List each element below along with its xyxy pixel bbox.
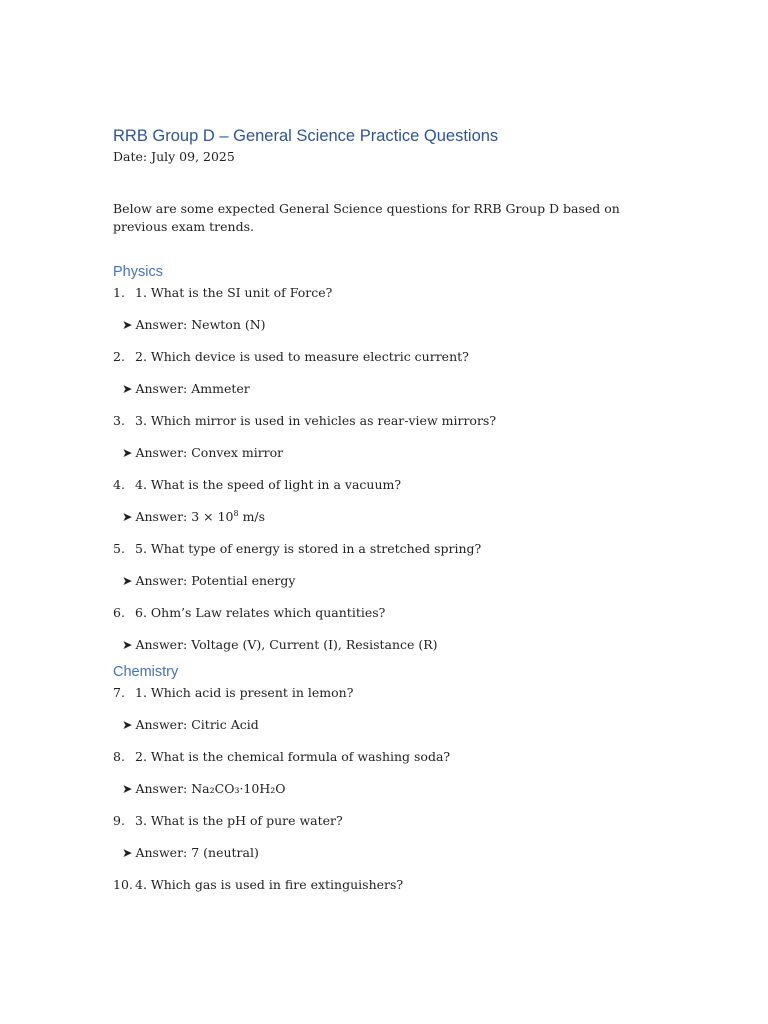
answer-item — [113, 844, 653, 862]
answer-exponent: 8 — [233, 509, 239, 518]
answer-item — [113, 636, 653, 654]
question-item — [113, 540, 653, 558]
arrow-icon: ➤ — [122, 717, 133, 732]
arrow-icon: ➤ — [122, 317, 133, 332]
list-number: 4. — [113, 477, 125, 492]
answer-item — [113, 716, 653, 734]
answer-text-suffix: m/s — [238, 509, 266, 524]
answer-item — [113, 380, 653, 398]
section-heading-physics: Physics — [113, 264, 163, 280]
question-text: 4. Which gas is used in fire extinguishers? — [135, 877, 404, 892]
list-number: 7. — [113, 685, 125, 700]
answer-item — [113, 508, 653, 526]
question-text: 5. What type of energy is stored in a stretched spring? — [135, 541, 482, 556]
list-number: 3. — [113, 413, 125, 428]
answer-item — [113, 780, 653, 798]
arrow-icon: ➤ — [122, 845, 133, 860]
list-number: 6. — [113, 605, 125, 620]
question-text: 3. Which mirror is used in vehicles as rear-view mirrors? — [135, 413, 497, 428]
question-text: 6. Ohm’s Law relates which quantities? — [135, 605, 386, 620]
document-title: RRB Group D – General Science Practice Questions — [113, 127, 499, 145]
answer-text: Answer: 7 (neutral) — [135, 845, 259, 860]
answer-item — [113, 316, 653, 334]
question-text: 1. What is the SI unit of Force? — [135, 285, 333, 300]
document-date: Date: July 09, 2025 — [113, 149, 235, 164]
arrow-icon: ➤ — [122, 781, 133, 796]
question-text: 4. What is the speed of light in a vacuum? — [135, 477, 402, 492]
question-item — [113, 412, 653, 430]
question-item — [113, 348, 653, 366]
answer-text-prefix: Answer: 3 × 10 — [135, 509, 234, 524]
question-item — [113, 604, 653, 622]
answer-text: Answer: Ammeter — [135, 381, 250, 396]
list-number: 10. — [113, 877, 133, 892]
arrow-icon: ➤ — [122, 573, 133, 588]
answer-text: Answer: Citric Acid — [135, 717, 259, 732]
section-heading-chemistry: Chemistry — [113, 664, 179, 680]
list-number: 9. — [113, 813, 125, 828]
answer-text: Answer: Potential energy — [135, 573, 296, 588]
arrow-icon: ➤ — [122, 509, 133, 524]
question-text: 1. Which acid is present in lemon? — [135, 685, 354, 700]
arrow-icon: ➤ — [122, 381, 133, 396]
answer-text: Answer: Na₂CO₃·10H₂O — [135, 781, 286, 796]
question-item — [113, 284, 653, 302]
arrow-icon: ➤ — [122, 637, 133, 652]
answer-text: Answer: Newton (N) — [135, 317, 266, 332]
document-content — [113, 125, 653, 894]
question-item — [113, 476, 653, 494]
question-item — [113, 876, 653, 894]
question-item — [113, 684, 653, 702]
question-item — [113, 812, 653, 830]
question-text: 2. What is the chemical formula of washing soda? — [135, 749, 451, 764]
question-item — [113, 748, 653, 766]
answer-text: Answer: Convex mirror — [135, 445, 284, 460]
intro-paragraph: Below are some expected General Science questions for RRB Group D based on previous exam trends. — [113, 201, 620, 234]
answer-text: Answer: Voltage (V), Current (I), Resistance (R) — [135, 637, 438, 652]
answer-item — [113, 572, 653, 590]
list-number: 2. — [113, 349, 125, 364]
list-number: 1. — [113, 285, 125, 300]
question-text: 3. What is the pH of pure water? — [135, 813, 343, 828]
list-number: 5. — [113, 541, 125, 556]
arrow-icon: ➤ — [122, 445, 133, 460]
question-text: 2. Which device is used to measure electric current? — [135, 349, 469, 364]
answer-item — [113, 444, 653, 462]
list-number: 8. — [113, 749, 125, 764]
